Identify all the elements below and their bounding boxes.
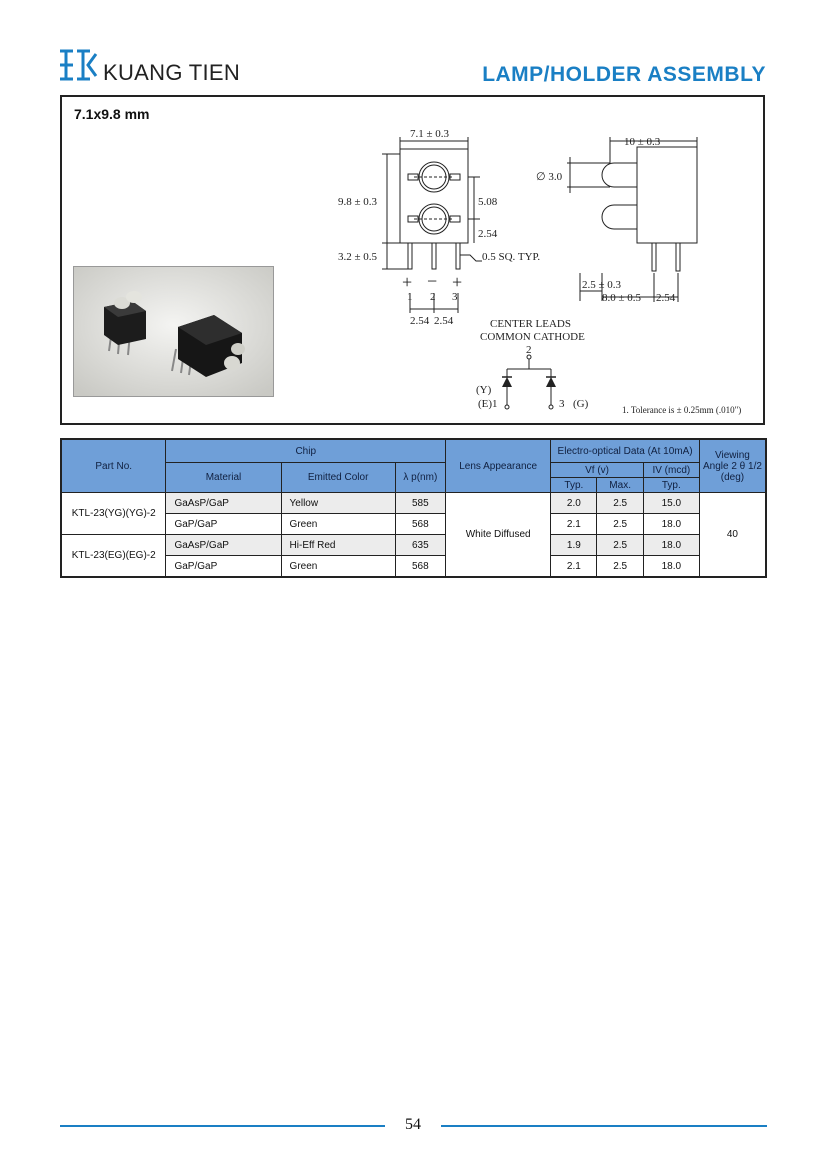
vf-typ-cell: 1.9	[551, 535, 597, 556]
page-number: 54	[405, 1116, 421, 1133]
header-part-no: Part No.	[61, 439, 166, 493]
dim-lead-length: 3.2 ± 0.5	[338, 251, 378, 263]
dimension-drawing	[62, 97, 767, 427]
color-cell: Yellow	[281, 493, 395, 514]
iv-typ-cell: 18.0	[643, 514, 699, 535]
tolerance-note: 1. Tolerance is ± 0.25mm (.010")	[622, 405, 742, 415]
dim-side-offset: 2.5 ± 0.3	[582, 279, 622, 291]
header-viewing: Viewing Angle 2 θ 1/2 (deg)	[699, 439, 766, 493]
wavelength-cell: 585	[395, 493, 445, 514]
dim-pitch-lower: 2.54	[478, 228, 498, 240]
dim-side-width: 10 ± 0.3	[624, 136, 661, 148]
schematic-left-pin: (E)1	[478, 398, 498, 410]
vf-typ-cell: 2.1	[551, 556, 597, 578]
vf-max-cell: 2.5	[597, 514, 643, 535]
dim-front-width: 7.1 ± 0.3	[410, 128, 450, 140]
iv-typ-cell: 18.0	[643, 535, 699, 556]
header-wavelength: λ p(nm)	[395, 463, 445, 493]
header-iv-typ: Typ.	[643, 478, 699, 493]
company-name: KUANG TIEN	[103, 60, 241, 85]
footer-rule-left	[60, 1125, 385, 1127]
material-cell: GaP/GaP	[166, 556, 281, 578]
iv-typ-cell: 18.0	[643, 556, 699, 578]
wavelength-cell: 635	[395, 535, 445, 556]
kuang-tien-logo-icon	[58, 48, 98, 82]
dim-pin-spacing-2: 2.54	[434, 315, 454, 327]
schematic-center-pin: 2	[526, 344, 532, 356]
dim-pitch-upper: 5.08	[478, 196, 498, 208]
dim-side-pin-pitch: 2.54	[656, 292, 676, 304]
iv-typ-cell: 15.0	[643, 493, 699, 514]
dim-height: 9.8 ± 0.3	[338, 196, 378, 208]
schematic-right-pin: 3	[559, 398, 565, 410]
header-emitted-color: Emitted Color	[281, 463, 395, 493]
table-row	[61, 535, 766, 556]
schematic-line-1: CENTER LEADS	[490, 318, 571, 330]
vf-max-cell: 2.5	[597, 493, 643, 514]
header-vf-typ: Typ.	[551, 478, 597, 493]
part-number: KTL-23(EG)(EG)-2	[61, 535, 166, 578]
pin-3-label: 3	[452, 291, 458, 303]
pin-plus-1: +	[402, 272, 413, 292]
vf-max-cell: 2.5	[597, 556, 643, 578]
header-chip: Chip	[166, 439, 446, 463]
dim-lead-section: 0.5 SQ. TYP.	[482, 251, 541, 263]
dim-pin-spacing-1: 2.54	[410, 315, 430, 327]
color-cell: Green	[281, 514, 395, 535]
header-material: Material	[166, 463, 281, 493]
header-electro: Electro-optical Data (At 10mA)	[551, 439, 700, 463]
size-label: 7.1x9.8 mm	[74, 106, 150, 122]
dim-lens-diameter: ∅ 3.0	[536, 171, 563, 183]
part-number: KTL-23(YG)(YG)-2	[61, 493, 166, 535]
table-row	[61, 493, 766, 514]
dim-side-depth: 8.0 ± 0.5	[602, 292, 642, 304]
header-vf: Vf (v)	[551, 463, 644, 478]
header-vf-max: Max.	[597, 478, 643, 493]
table-row	[61, 514, 766, 535]
viewing-angle-cell: 40	[699, 493, 766, 578]
schematic-line-2: COMMON CATHODE	[480, 331, 585, 343]
lens-cell: White Diffused	[446, 493, 551, 578]
material-cell: GaAsP/GaP	[166, 493, 281, 514]
drawing-panel	[60, 95, 765, 425]
spec-table	[60, 438, 767, 578]
schematic-left-color: (Y)	[476, 384, 492, 396]
schematic-right-color: (G)	[573, 398, 589, 410]
vf-max-cell: 2.5	[597, 535, 643, 556]
wavelength-cell: 568	[395, 514, 445, 535]
vf-typ-cell: 2.1	[551, 514, 597, 535]
vf-typ-cell: 2.0	[551, 493, 597, 514]
wavelength-cell: 568	[395, 556, 445, 578]
pin-1-label: 1	[407, 291, 413, 303]
header-iv: IV (mcd)	[643, 463, 699, 478]
pin-plus-2: +	[452, 272, 463, 292]
header-lens: Lens Appearance	[446, 439, 551, 493]
color-cell: Green	[281, 556, 395, 578]
color-cell: Hi-Eff Red	[281, 535, 395, 556]
material-cell: GaP/GaP	[166, 514, 281, 535]
pin-minus: −	[427, 271, 438, 291]
footer-rule-right	[441, 1125, 767, 1127]
pin-2-label: 2	[430, 291, 436, 303]
document-title: LAMP/HOLDER ASSEMBLY	[482, 63, 766, 86]
table-row	[61, 556, 766, 578]
material-cell: GaAsP/GaP	[166, 535, 281, 556]
